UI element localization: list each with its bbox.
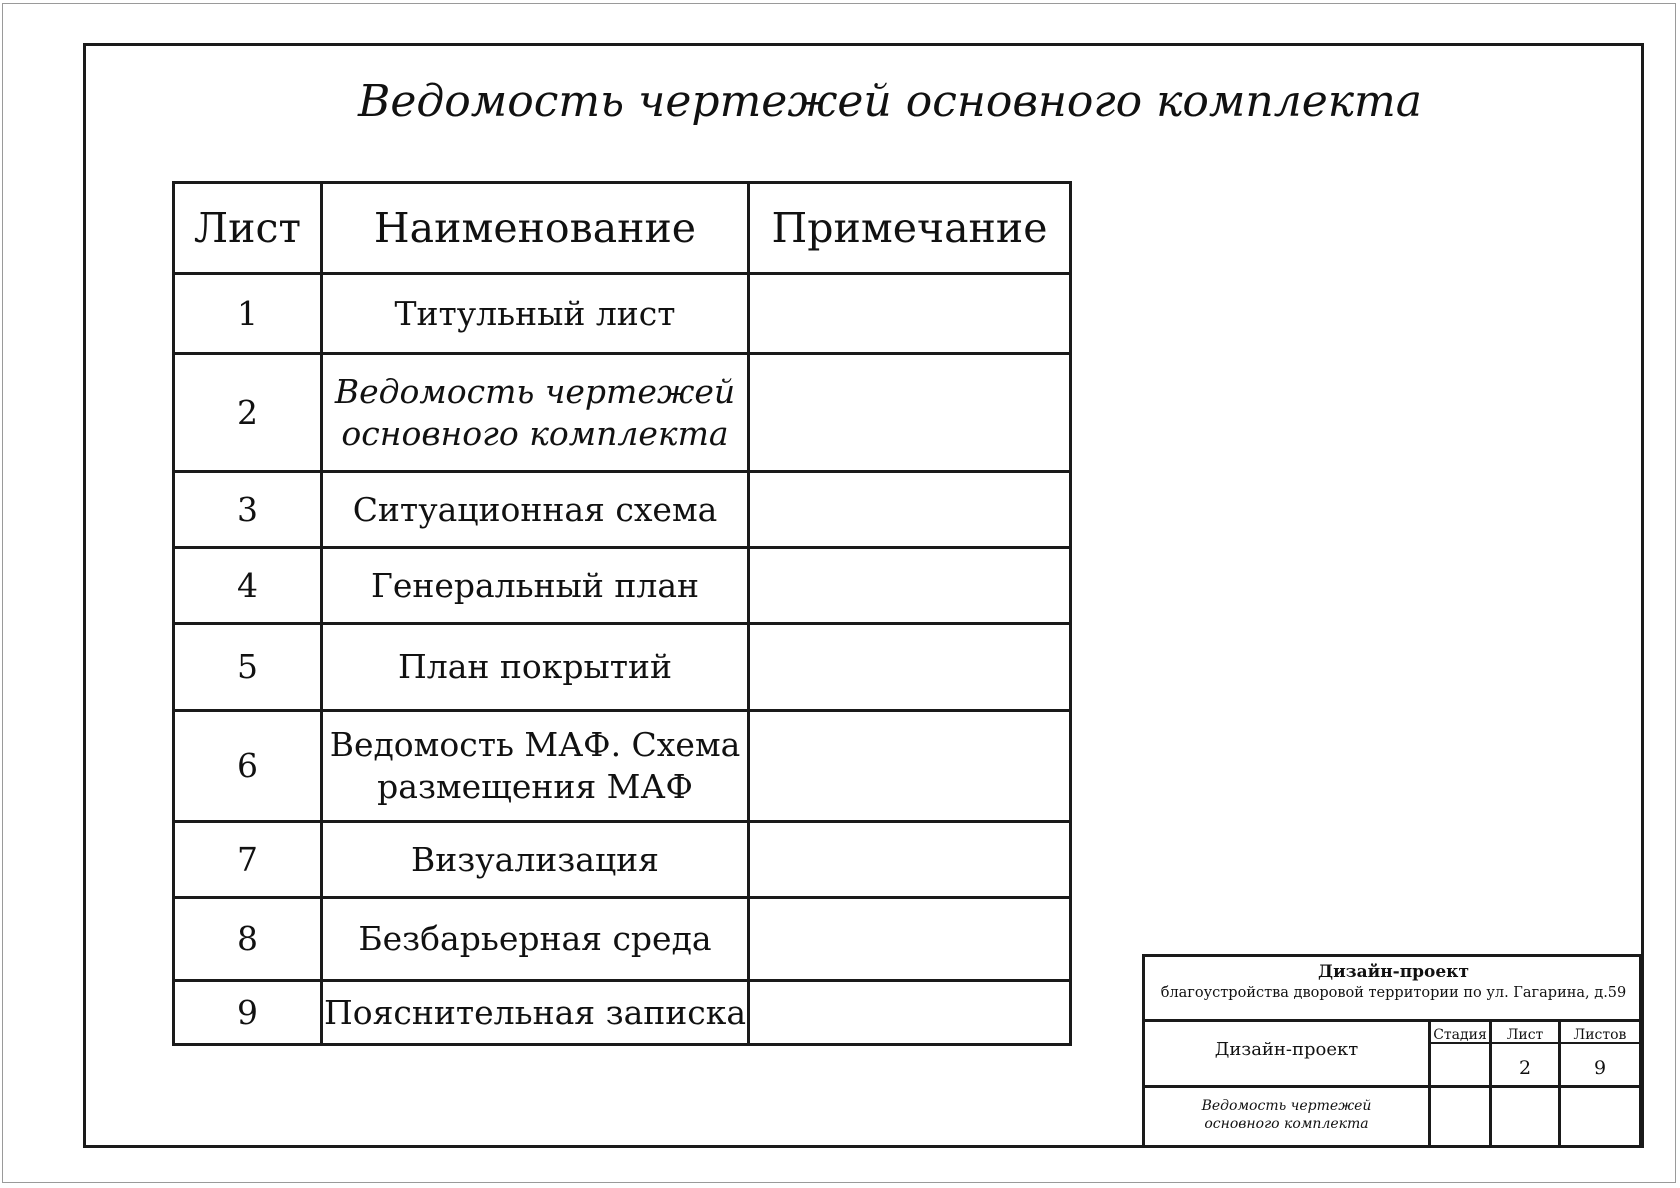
row-note (749, 981, 1071, 1045)
row-note (749, 472, 1071, 548)
title-block-design-label: Дизайн-проект (1214, 1039, 1359, 1060)
row-sheet-number: 8 (174, 898, 322, 981)
row-name (322, 981, 749, 1045)
row-sheet-number: 7 (174, 822, 322, 898)
table-row (174, 354, 1071, 472)
row-name-line1: Безбарьерная среда (358, 919, 712, 958)
title-block-divider (1145, 1019, 1642, 1022)
row-name (322, 354, 749, 472)
row-note (749, 711, 1071, 822)
row-name (322, 472, 749, 548)
page-title: Ведомость чертежей основного комплекта (357, 76, 1422, 127)
row-sheet-number: 1 (174, 274, 322, 354)
row-sheet-number: 4 (174, 548, 322, 624)
row-note (749, 822, 1071, 898)
table-row (174, 548, 1071, 624)
header-note: Примечание (749, 183, 1071, 274)
title-block-divider (1145, 1085, 1642, 1088)
row-note (749, 898, 1071, 981)
row-name-line1: Пояснительная записка (323, 992, 747, 1032)
row-name-line2: основного комплекта (341, 413, 729, 453)
title-block-sheet-name-line2: основного комплекта (1204, 1116, 1369, 1132)
row-sheet-number: 2 (174, 354, 322, 472)
table-row (174, 822, 1071, 898)
row-name-line2: размещения МАФ (377, 767, 693, 806)
row-name (322, 711, 749, 822)
title-block-divider (1639, 957, 1642, 1148)
title-block-sheet-value: 2 (1518, 1057, 1532, 1079)
header-sheet: Лист (174, 183, 322, 274)
table-row (174, 472, 1071, 548)
row-name-line1: Визуализация (411, 839, 659, 879)
title-block-sheets-header: Листов (1573, 1027, 1627, 1043)
row-sheet-number: 3 (174, 472, 322, 548)
drawings-list-table (172, 181, 1072, 1046)
row-name (322, 548, 749, 624)
row-note (749, 274, 1071, 354)
row-sheet-number: 6 (174, 711, 322, 822)
title-block-sheet-name (1145, 1097, 1428, 1133)
row-name-line1: Титульный лист (394, 293, 676, 333)
title-block (1142, 954, 1642, 1148)
title-block-stage-header: Стадия (1433, 1027, 1487, 1043)
row-sheet-number: 9 (174, 981, 322, 1045)
row-name (322, 822, 749, 898)
title-block-sheet-header: Лист (1506, 1027, 1544, 1043)
row-name (322, 898, 749, 981)
row-name (322, 274, 749, 354)
header-name: Наименование (322, 183, 749, 274)
table-row (174, 711, 1071, 822)
row-note (749, 548, 1071, 624)
row-name-line1: План покрытий (397, 647, 673, 686)
title-block-sheet-name-line1: Ведомость чертежей (1201, 1098, 1372, 1114)
table-row (174, 274, 1071, 354)
table-row (174, 981, 1071, 1045)
title-block-project: Дизайн-проект (1318, 962, 1469, 982)
row-note (749, 354, 1071, 472)
table-row (174, 898, 1071, 981)
row-note (749, 624, 1071, 711)
row-name-line1: Генеральный план (370, 565, 699, 605)
title-block-divider (1145, 1145, 1642, 1148)
row-name-line1: Ведомость МАФ. Схема (329, 725, 741, 764)
title-block-subtitle: благоустройства дворовой территории по ул. Гагарина, д.59 (1160, 985, 1627, 1001)
row-name-line1: Ведомость чертежей (334, 371, 736, 411)
row-sheet-number: 5 (174, 624, 322, 711)
row-name (322, 624, 749, 711)
table-header-row (174, 183, 1071, 274)
row-name-line1: Ситуационная схема (352, 489, 718, 529)
title-block-sheets-value: 9 (1593, 1057, 1607, 1079)
table-row (174, 624, 1071, 711)
